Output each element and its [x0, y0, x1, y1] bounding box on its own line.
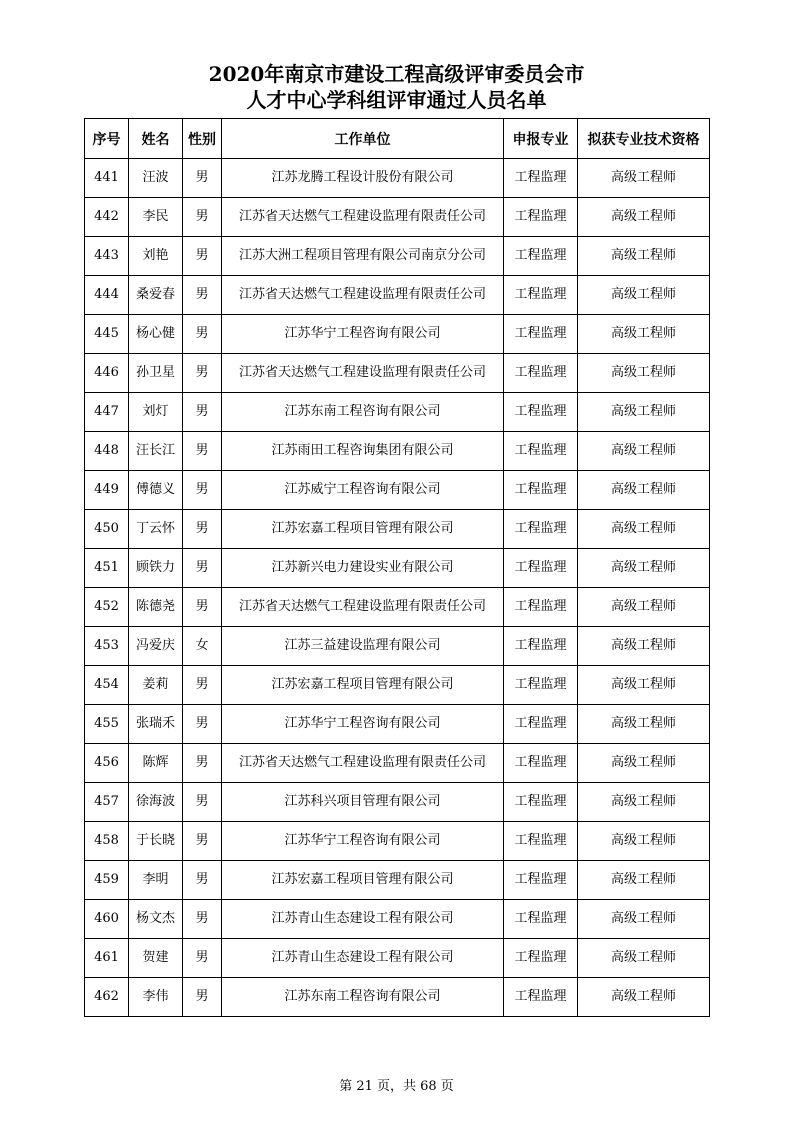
page-title-line-2: 人才中心学科组评审通过人员名单 — [246, 88, 547, 112]
name-cell: 李伟 — [129, 978, 183, 1017]
table-row — [85, 861, 710, 900]
name-cell: 贺建 — [129, 939, 183, 978]
gender-cell: 男 — [183, 315, 222, 354]
name-cell: 于长晓 — [129, 822, 183, 861]
gender-cell: 男 — [183, 783, 222, 822]
qualification-cell: 高级工程师 — [578, 315, 710, 354]
qualification-cell: 高级工程师 — [578, 861, 710, 900]
name-cell: 陈德尧 — [129, 588, 183, 627]
serial-number-cell: 441 — [85, 159, 129, 198]
name-cell: 杨心健 — [129, 315, 183, 354]
personnel-table — [84, 118, 710, 1017]
name-cell: 李民 — [129, 198, 183, 237]
work-unit-cell: 江苏宏嘉工程项目管理有限公司 — [222, 666, 504, 705]
name-cell: 傅德义 — [129, 471, 183, 510]
table-row — [85, 315, 710, 354]
serial-number-cell: 449 — [85, 471, 129, 510]
work-unit-cell: 江苏省天达燃气工程建设监理有限责任公司 — [222, 354, 504, 393]
serial-number-cell: 442 — [85, 198, 129, 237]
table-row — [85, 627, 710, 666]
name-cell: 桑爱春 — [129, 276, 183, 315]
work-unit-cell: 江苏华宁工程咨询有限公司 — [222, 822, 504, 861]
declared-major-cell: 工程监理 — [504, 783, 578, 822]
declared-major-cell: 工程监理 — [504, 666, 578, 705]
qualification-cell: 高级工程师 — [578, 432, 710, 471]
work-unit-cell: 江苏青山生态建设工程有限公司 — [222, 900, 504, 939]
name-cell: 汪波 — [129, 159, 183, 198]
serial-number-cell: 457 — [85, 783, 129, 822]
qualification-cell: 高级工程师 — [578, 783, 710, 822]
header-serial-number: 序号 — [85, 119, 129, 159]
name-cell: 陈辉 — [129, 744, 183, 783]
work-unit-cell: 江苏雨田工程咨询集团有限公司 — [222, 432, 504, 471]
declared-major-cell: 工程监理 — [504, 822, 578, 861]
work-unit-cell: 江苏新兴电力建设实业有限公司 — [222, 549, 504, 588]
declared-major-cell: 工程监理 — [504, 900, 578, 939]
header-declared-major: 申报专业 — [504, 119, 578, 159]
header-work-unit: 工作单位 — [222, 119, 504, 159]
declared-major-cell: 工程监理 — [504, 939, 578, 978]
serial-number-cell: 456 — [85, 744, 129, 783]
qualification-cell: 高级工程师 — [578, 237, 710, 276]
serial-number-cell: 452 — [85, 588, 129, 627]
declared-major-cell: 工程监理 — [504, 237, 578, 276]
table-row — [85, 237, 710, 276]
work-unit-cell: 江苏东南工程咨询有限公司 — [222, 978, 504, 1017]
work-unit-cell: 江苏华宁工程咨询有限公司 — [222, 705, 504, 744]
name-cell: 杨文杰 — [129, 900, 183, 939]
work-unit-cell: 江苏科兴项目管理有限公司 — [222, 783, 504, 822]
work-unit-cell: 江苏龙腾工程设计股份有限公司 — [222, 159, 504, 198]
qualification-cell: 高级工程师 — [578, 510, 710, 549]
serial-number-cell: 460 — [85, 900, 129, 939]
name-cell: 李明 — [129, 861, 183, 900]
table-row — [85, 978, 710, 1017]
work-unit-cell: 江苏省天达燃气工程建设监理有限责任公司 — [222, 276, 504, 315]
gender-cell: 女 — [183, 627, 222, 666]
work-unit-cell: 江苏青山生态建设工程有限公司 — [222, 939, 504, 978]
serial-number-cell: 450 — [85, 510, 129, 549]
declared-major-cell: 工程监理 — [504, 549, 578, 588]
serial-number-cell: 443 — [85, 237, 129, 276]
header-gender: 性别 — [183, 119, 222, 159]
declared-major-cell: 工程监理 — [504, 588, 578, 627]
qualification-cell: 高级工程师 — [578, 276, 710, 315]
gender-cell: 男 — [183, 393, 222, 432]
name-cell: 姜莉 — [129, 666, 183, 705]
table-row — [85, 471, 710, 510]
table-row — [85, 354, 710, 393]
gender-cell: 男 — [183, 198, 222, 237]
table-row — [85, 549, 710, 588]
table-row — [85, 705, 710, 744]
qualification-cell: 高级工程师 — [578, 744, 710, 783]
work-unit-cell: 江苏东南工程咨询有限公司 — [222, 393, 504, 432]
declared-major-cell: 工程监理 — [504, 744, 578, 783]
gender-cell: 男 — [183, 432, 222, 471]
declared-major-cell: 工程监理 — [504, 354, 578, 393]
declared-major-cell: 工程监理 — [504, 393, 578, 432]
work-unit-cell: 江苏三益建设监理有限公司 — [222, 627, 504, 666]
table-row — [85, 198, 710, 237]
work-unit-cell: 江苏宏嘉工程项目管理有限公司 — [222, 510, 504, 549]
serial-number-cell: 453 — [85, 627, 129, 666]
qualification-cell: 高级工程师 — [578, 549, 710, 588]
table-row — [85, 822, 710, 861]
table-row — [85, 432, 710, 471]
qualification-cell: 高级工程师 — [578, 666, 710, 705]
qualification-cell: 高级工程师 — [578, 471, 710, 510]
qualification-cell: 高级工程师 — [578, 159, 710, 198]
gender-cell: 男 — [183, 510, 222, 549]
qualification-cell: 高级工程师 — [578, 939, 710, 978]
gender-cell: 男 — [183, 939, 222, 978]
gender-cell: 男 — [183, 861, 222, 900]
qualification-cell: 高级工程师 — [578, 705, 710, 744]
qualification-cell: 高级工程师 — [578, 393, 710, 432]
gender-cell: 男 — [183, 705, 222, 744]
serial-number-cell: 458 — [85, 822, 129, 861]
name-cell: 丁云怀 — [129, 510, 183, 549]
work-unit-cell: 江苏宏嘉工程项目管理有限公司 — [222, 861, 504, 900]
table-row — [85, 783, 710, 822]
table-row — [85, 588, 710, 627]
declared-major-cell: 工程监理 — [504, 315, 578, 354]
gender-cell: 男 — [183, 822, 222, 861]
gender-cell: 男 — [183, 159, 222, 198]
serial-number-cell: 451 — [85, 549, 129, 588]
table-row — [85, 159, 710, 198]
name-cell: 徐海波 — [129, 783, 183, 822]
work-unit-cell: 江苏大洲工程项目管理有限公司南京分公司 — [222, 237, 504, 276]
declared-major-cell: 工程监理 — [504, 861, 578, 900]
name-cell: 刘灯 — [129, 393, 183, 432]
name-cell: 顾铁力 — [129, 549, 183, 588]
name-cell: 冯爱庆 — [129, 627, 183, 666]
gender-cell: 男 — [183, 900, 222, 939]
declared-major-cell: 工程监理 — [504, 471, 578, 510]
declared-major-cell: 工程监理 — [504, 276, 578, 315]
serial-number-cell: 446 — [85, 354, 129, 393]
declared-major-cell: 工程监理 — [504, 510, 578, 549]
gender-cell: 男 — [183, 471, 222, 510]
gender-cell: 男 — [183, 978, 222, 1017]
qualification-cell: 高级工程师 — [578, 627, 710, 666]
table-row — [85, 939, 710, 978]
page-number: 第 21 页，共 68 页 — [339, 1079, 454, 1094]
serial-number-cell: 455 — [85, 705, 129, 744]
qualification-cell: 高级工程师 — [578, 978, 710, 1017]
work-unit-cell: 江苏威宁工程咨询有限公司 — [222, 471, 504, 510]
qualification-cell: 高级工程师 — [578, 900, 710, 939]
work-unit-cell: 江苏省天达燃气工程建设监理有限责任公司 — [222, 198, 504, 237]
table-row — [85, 666, 710, 705]
table-header-row — [85, 119, 710, 159]
table-row — [85, 510, 710, 549]
work-unit-cell: 江苏省天达燃气工程建设监理有限责任公司 — [222, 588, 504, 627]
gender-cell: 男 — [183, 276, 222, 315]
serial-number-cell: 447 — [85, 393, 129, 432]
declared-major-cell: 工程监理 — [504, 432, 578, 471]
serial-number-cell: 459 — [85, 861, 129, 900]
work-unit-cell: 江苏华宁工程咨询有限公司 — [222, 315, 504, 354]
declared-major-cell: 工程监理 — [504, 159, 578, 198]
table-row — [85, 744, 710, 783]
serial-number-cell: 462 — [85, 978, 129, 1017]
declared-major-cell: 工程监理 — [504, 705, 578, 744]
serial-number-cell: 454 — [85, 666, 129, 705]
gender-cell: 男 — [183, 588, 222, 627]
gender-cell: 男 — [183, 237, 222, 276]
declared-major-cell: 工程监理 — [504, 627, 578, 666]
name-cell: 刘艳 — [129, 237, 183, 276]
qualification-cell: 高级工程师 — [578, 588, 710, 627]
gender-cell: 男 — [183, 744, 222, 783]
qualification-cell: 高级工程师 — [578, 822, 710, 861]
table-row — [85, 900, 710, 939]
name-cell: 张瑞禾 — [129, 705, 183, 744]
qualification-cell: 高级工程师 — [578, 198, 710, 237]
gender-cell: 男 — [183, 354, 222, 393]
declared-major-cell: 工程监理 — [504, 198, 578, 237]
serial-number-cell: 461 — [85, 939, 129, 978]
serial-number-cell: 445 — [85, 315, 129, 354]
page-title-line-1: 2020年南京市建设工程高级评审委员会市 — [208, 62, 585, 86]
gender-cell: 男 — [183, 666, 222, 705]
serial-number-cell: 448 — [85, 432, 129, 471]
declared-major-cell: 工程监理 — [504, 978, 578, 1017]
work-unit-cell: 江苏省天达燃气工程建设监理有限责任公司 — [222, 744, 504, 783]
qualification-cell: 高级工程师 — [578, 354, 710, 393]
gender-cell: 男 — [183, 549, 222, 588]
name-cell: 孙卫星 — [129, 354, 183, 393]
serial-number-cell: 444 — [85, 276, 129, 315]
name-cell: 汪长江 — [129, 432, 183, 471]
header-name: 姓名 — [129, 119, 183, 159]
header-qualification: 拟获专业技术资格 — [578, 119, 710, 159]
table-row — [85, 276, 710, 315]
table-row — [85, 393, 710, 432]
